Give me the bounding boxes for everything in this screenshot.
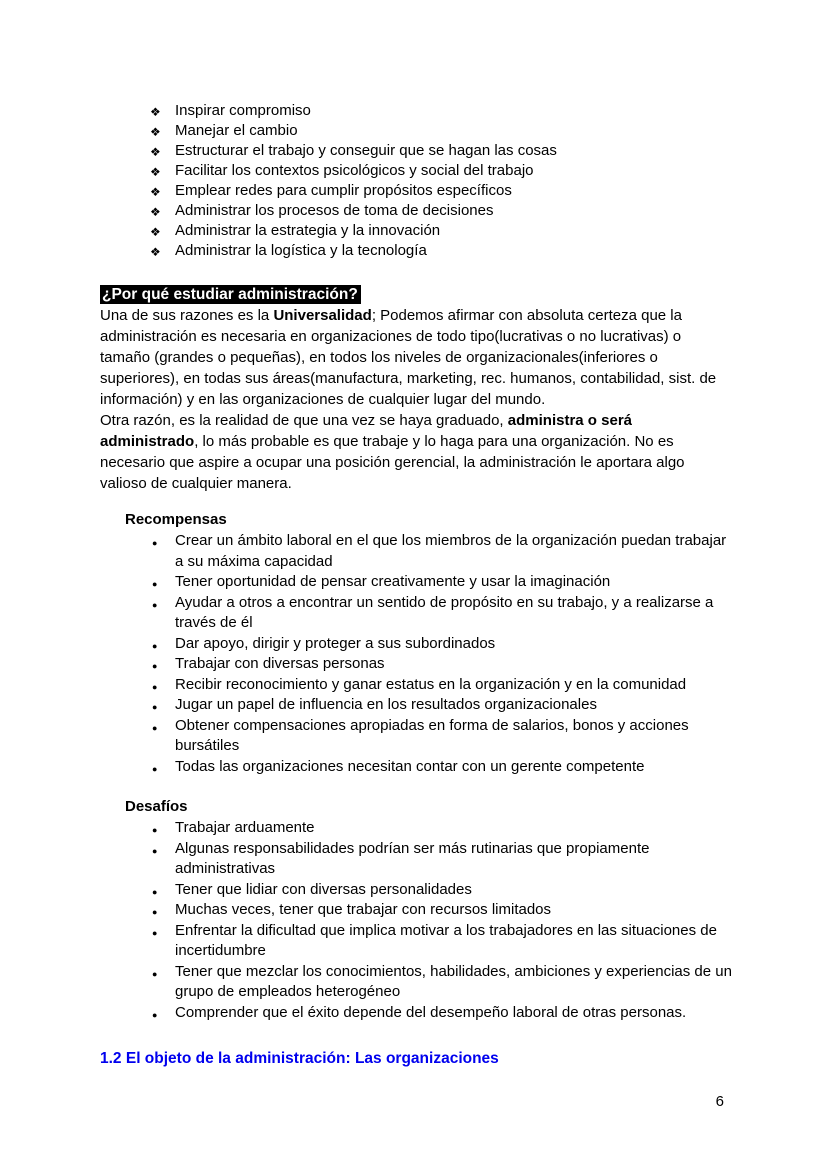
list-item: ❖ Facilitar los contextos psicológicos y social del trabajo bbox=[150, 161, 732, 181]
list-item: ● Jugar un papel de influencia en los resultados organizacionales bbox=[150, 695, 732, 716]
paragraph-text: Una de sus razones es la bbox=[100, 307, 274, 324]
paragraph-bold-text: administra o será administrado bbox=[100, 412, 632, 450]
rewards-list bbox=[150, 531, 732, 777]
section-1-2-heading: 1.2 El objeto de la administración: Las organizaciones bbox=[100, 1050, 499, 1067]
why-study-heading-text: ¿Por qué estudiar administración? bbox=[100, 285, 361, 304]
second-reason-paragraph bbox=[100, 410, 732, 494]
list-item: ❖ Administrar los procesos de toma de decisiones bbox=[150, 201, 732, 221]
list-item: ● Algunas responsabilidades podrían ser más rutinarias que propiamente administrativas bbox=[150, 839, 732, 880]
page-number: 6 bbox=[715, 1093, 724, 1110]
rewards-heading: Recompensas bbox=[125, 511, 227, 528]
list-item: ● Tener que mezclar los conocimientos, habilidades, ambiciones y experiencias de un grupo de empleados heterogéneo bbox=[150, 962, 732, 1003]
list-item: ● Dar apoyo, dirigir y proteger a sus subordinados bbox=[150, 634, 732, 655]
paragraph-text: ; Podemos afirmar con absoluta certeza que la administración es necesaria en organizaciones de todo tipo(lucrativas o no lucrativas) o tamaño (grandes o pequeñas), en todos los niveles de organizacionales(inferiores o superiores), en todas sus áreas(manufactura, marketing, rec. humanos, contabilidad, sist. de información) y en las organizaciones de cualquier lugar del mundo. bbox=[100, 307, 717, 408]
list-item: ❖ Administrar la estrategia y la innovación bbox=[150, 221, 732, 241]
universality-paragraph bbox=[100, 305, 732, 410]
list-item: ● Obtener compensaciones apropiadas en forma de salarios, bonos y acciones bursátiles bbox=[150, 716, 732, 757]
why-study-heading bbox=[100, 285, 732, 305]
list-item: ● Trabajar arduamente bbox=[150, 818, 732, 839]
management-activities-list bbox=[150, 101, 732, 261]
list-item: ● Tener que lidiar con diversas personalidades bbox=[150, 880, 732, 901]
list-item: ● Enfrentar la dificultad que implica motivar a los trabajadores en las situaciones de incertidumbre bbox=[150, 921, 732, 962]
paragraph-bold-text: Universalidad bbox=[273, 307, 372, 324]
list-item: ● Trabajar con diversas personas bbox=[150, 654, 732, 675]
list-item: ❖ Manejar el cambio bbox=[150, 121, 732, 141]
paragraph-text: , lo más probable es que trabaje y lo haga para una organización. No es necesario que aspire a ocupar una posición gerencial, la administración le aportara algo valioso de cualquier manera. bbox=[100, 433, 685, 492]
list-item: ● Comprender que el éxito depende del desempeño laboral de otras personas. bbox=[150, 1003, 732, 1024]
list-item: ● Recibir reconocimiento y ganar estatus en la organización y en la comunidad bbox=[150, 675, 732, 696]
paragraph-text: Otra razón, es la realidad de que una vez se haya graduado, bbox=[100, 412, 508, 429]
list-item: ❖ Administrar la logística y la tecnología bbox=[150, 241, 732, 261]
list-item: ❖ Estructurar el trabajo y conseguir que se hagan las cosas bbox=[150, 141, 732, 161]
challenges-heading: Desafíos bbox=[125, 798, 188, 815]
list-item: ● Muchas veces, tener que trabajar con recursos limitados bbox=[150, 900, 732, 921]
challenges-list bbox=[150, 818, 732, 1023]
list-item: ❖ Emplear redes para cumplir propósitos específicos bbox=[150, 181, 732, 201]
list-item: ❖ Inspirar compromiso bbox=[150, 101, 732, 121]
list-item: ● Crear un ámbito laboral en el que los miembros de la organización puedan trabajar a su máxima capacidad bbox=[150, 531, 732, 572]
list-item: ● Tener oportunidad de pensar creativamente y usar la imaginación bbox=[150, 572, 732, 593]
list-item: ● Todas las organizaciones necesitan contar con un gerente competente bbox=[150, 757, 732, 778]
list-item: ● Ayudar a otros a encontrar un sentido de propósito en su trabajo, y a realizarse a través de él bbox=[150, 593, 732, 634]
